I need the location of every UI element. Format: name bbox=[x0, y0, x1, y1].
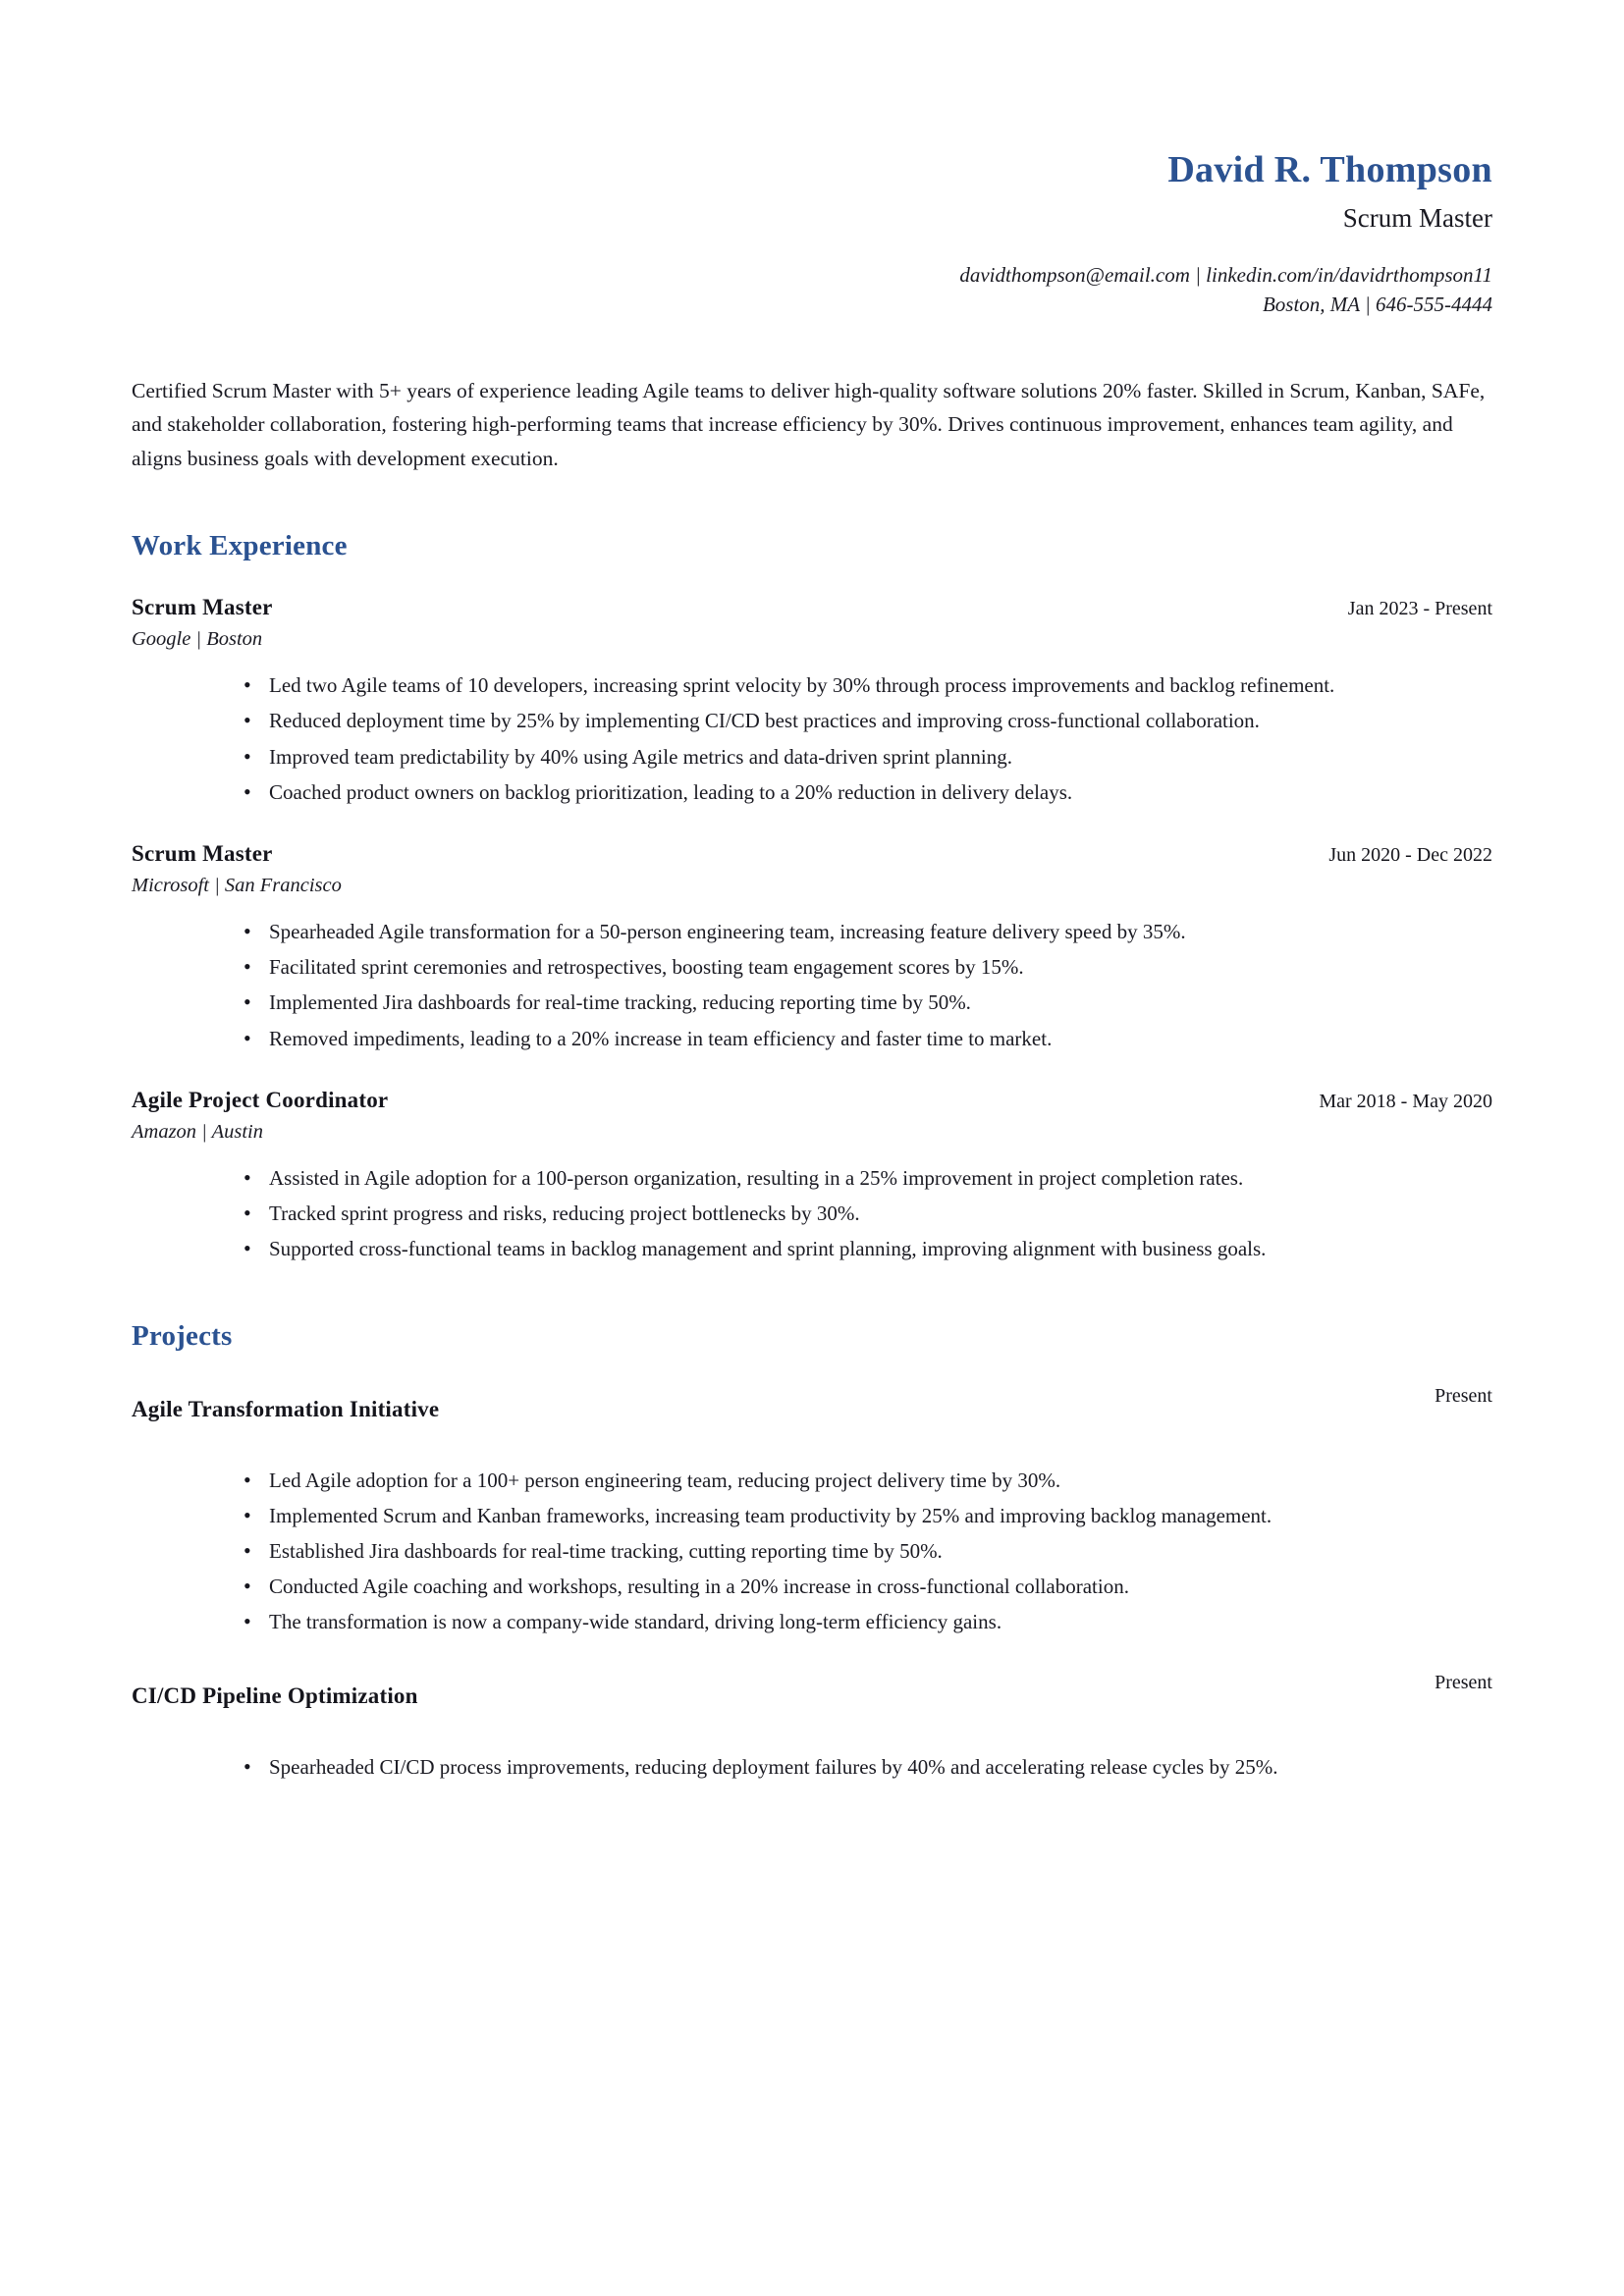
experience-job-title: Agile Project Coordinator bbox=[132, 1087, 389, 1112]
contact-location-phone: Boston, MA | 646-555-4444 bbox=[1262, 293, 1492, 317]
list-item: • Assisted in Agile adoption for a 100-person organization, resulting in a 25% improvement in project completion rates. bbox=[244, 1161, 1492, 1195]
experience-entry-header bbox=[132, 1088, 1492, 1113]
experience-job-title: Scrum Master bbox=[132, 841, 273, 867]
section-projects bbox=[132, 1320, 1492, 1784]
experience-company-location: Google | Boston bbox=[132, 628, 263, 651]
section-heading-work-experience: Work Experience bbox=[132, 530, 348, 562]
experience-date-range: Mar 2018 - May 2020 bbox=[1319, 1090, 1492, 1112]
section-heading-projects: Projects bbox=[132, 1319, 233, 1352]
list-item: • Reduced deployment time by 25% by implementing CI/CD best practices and improving cross-functional collaboration. bbox=[244, 704, 1492, 737]
experience-entry-header bbox=[132, 841, 1492, 867]
list-item: • Led Agile adoption for a 100+ person engineering team, reducing project delivery time by 30%. bbox=[244, 1464, 1492, 1497]
list-item: • Implemented Jira dashboards for real-time tracking, reducing reporting time by 50%. bbox=[244, 986, 1492, 1019]
contact-info bbox=[132, 260, 1492, 320]
experience-bullet-list bbox=[132, 915, 1492, 1055]
list-item: • Improved team predictability by 40% using Agile metrics and data-driven sprint planning. bbox=[244, 740, 1492, 774]
project-entry bbox=[132, 1385, 1492, 1639]
resume-header bbox=[132, 0, 1492, 320]
contact-email-linkedin[interactable]: davidthompson@email.com | linkedin.com/in/davidrthompson11 bbox=[959, 262, 1492, 287]
experience-job-title: Scrum Master bbox=[132, 595, 273, 620]
list-item: • Removed impediments, leading to a 20% increase in team efficiency and faster time to market. bbox=[244, 1022, 1492, 1055]
list-item: • Tracked sprint progress and risks, reducing project bottlenecks by 30%. bbox=[244, 1197, 1492, 1230]
list-item: • Spearheaded CI/CD process improvements, reducing deployment failures by 40% and accelerating release cycles by 25%. bbox=[244, 1750, 1492, 1784]
project-title: CI/CD Pipeline Optimization bbox=[132, 1682, 418, 1708]
experience-date-range: Jun 2020 - Dec 2022 bbox=[1328, 844, 1492, 867]
professional-summary: Certified Scrum Master with 5+ years of experience leading Agile teams to deliver high-quality software solutions 20% faster. Skilled in Scrum, Kanban, SAFe, and stakeholder collaboration, fostering high-performing teams that increase efficiency by 30%. Drives continuous improvement, enhances team agility, and aligns business goals with development execution. bbox=[132, 378, 1486, 471]
experience-entry bbox=[132, 841, 1492, 1055]
experience-entry bbox=[132, 595, 1492, 809]
experience-entry bbox=[132, 1088, 1492, 1266]
list-item: • Conducted Agile coaching and workshops, resulting in a 20% increase in cross-functional collaboration. bbox=[244, 1570, 1492, 1603]
project-entry-header bbox=[132, 1672, 1492, 1709]
list-item: • Established Jira dashboards for real-time tracking, cutting reporting time by 50%. bbox=[244, 1534, 1492, 1568]
experience-bullet-list bbox=[132, 1161, 1492, 1266]
list-item: • Facilitated sprint ceremonies and retrospectives, boosting team engagement scores by 15%. bbox=[244, 950, 1492, 984]
experience-bullet-list bbox=[132, 668, 1492, 809]
project-entry-header bbox=[132, 1385, 1492, 1422]
list-item: • Supported cross-functional teams in backlog management and sprint planning, improving alignment with business goals. bbox=[244, 1232, 1492, 1265]
list-item: • Led two Agile teams of 10 developers, increasing sprint velocity by 30% through process improvements and backlog refinement. bbox=[244, 668, 1492, 702]
experience-company-location: Microsoft | San Francisco bbox=[132, 875, 342, 897]
project-bullet-list bbox=[132, 1750, 1492, 1784]
list-item: • Implemented Scrum and Kanban frameworks, increasing team productivity by 25% and improving backlog management. bbox=[244, 1499, 1492, 1532]
experience-company-location: Amazon | Austin bbox=[132, 1120, 263, 1143]
experience-date-range: Jan 2023 - Present bbox=[1347, 598, 1492, 620]
candidate-title: Scrum Master bbox=[1342, 202, 1492, 233]
project-title: Agile Transformation Initiative bbox=[132, 1396, 440, 1421]
project-bullet-list bbox=[132, 1464, 1492, 1639]
experience-entry-header bbox=[132, 595, 1492, 620]
list-item: • The transformation is now a company-wide standard, driving long-term efficiency gains. bbox=[244, 1605, 1492, 1638]
project-entry bbox=[132, 1672, 1492, 1784]
list-item: • Spearheaded Agile transformation for a 50-person engineering team, increasing feature delivery speed by 35%. bbox=[244, 915, 1492, 948]
list-item: • Coached product owners on backlog prioritization, leading to a 20% reduction in delivery delays. bbox=[244, 775, 1492, 809]
project-date: Present bbox=[1435, 1671, 1492, 1693]
project-date: Present bbox=[1435, 1384, 1492, 1407]
section-work-experience bbox=[132, 530, 1492, 1265]
candidate-name: David R. Thompson bbox=[1167, 149, 1492, 190]
